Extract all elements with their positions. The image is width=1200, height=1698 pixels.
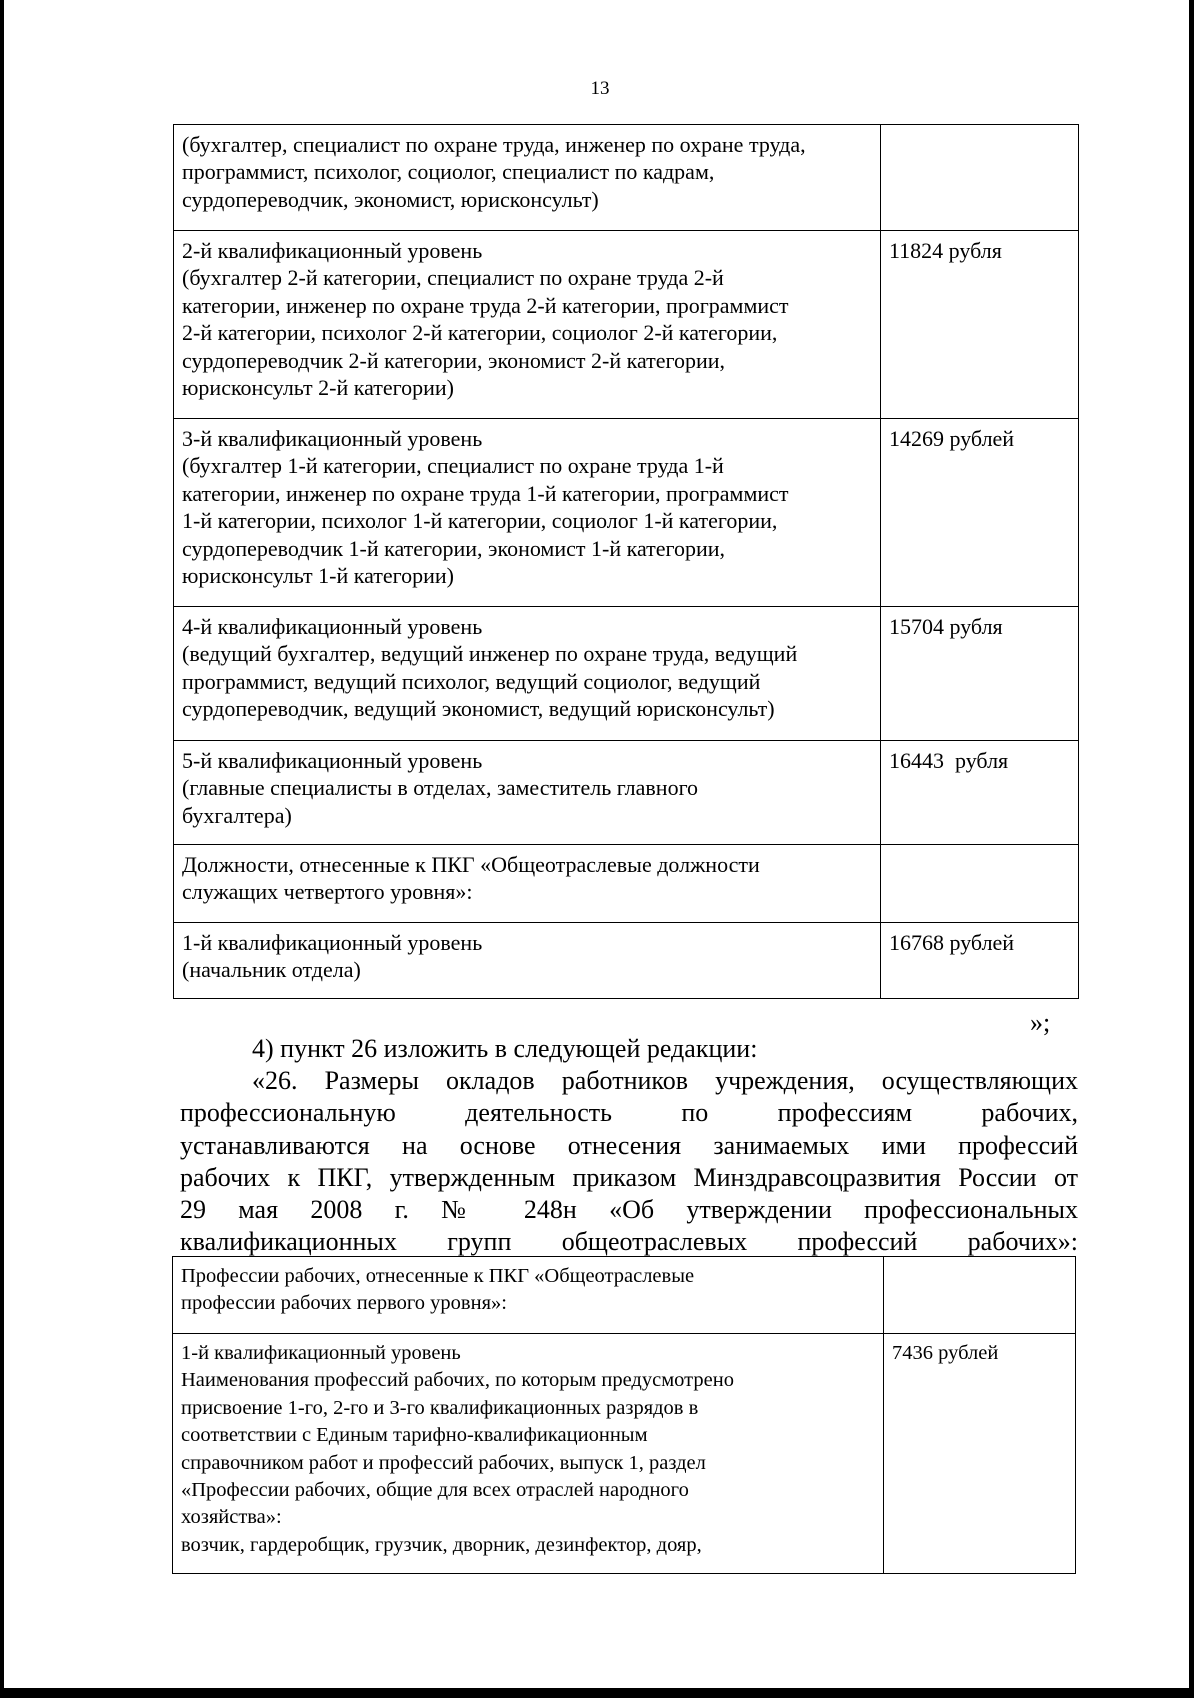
text-line: категории, инженер по охране труда 1-й категории, программист — [182, 480, 789, 506]
text-line: 3-й квалификационный уровень — [182, 426, 483, 451]
text-line: возчик, гардеробщик, грузчик, дворник, дезинфектор, дояр, — [181, 1533, 702, 1556]
salary-table-workers — [172, 1256, 1076, 1574]
salary-cell: 15704 рубля — [881, 607, 1079, 741]
text-line: сурдопереводчик 2-й категории, экономист 2-й категории, — [182, 347, 726, 373]
text-line: 1-й категории, психолог 1-й категории, социолог 1-й категории, — [182, 508, 778, 534]
page-number: 13 — [590, 78, 610, 99]
text-line: Наименования профессий рабочих, по которым предусмотрено — [181, 1369, 734, 1392]
text-line: бухгалтера) — [182, 802, 292, 828]
text-line: программист, ведущий психолог, ведущий социолог, ведущий — [182, 668, 761, 694]
salary-cell: 11824 рубля — [881, 231, 1079, 419]
text-line: юрисконсульт 2-й категории) — [182, 375, 454, 401]
table-row — [173, 1257, 1076, 1334]
table-row — [174, 231, 1079, 419]
profession-description — [173, 1334, 884, 1574]
salary-cell: 16768 рублей — [881, 923, 1079, 999]
text-line: (бухгалтер 1-й категории, специалист по охране труда 1-й — [182, 453, 724, 479]
text-line: хозяйства»: — [181, 1506, 282, 1529]
profession-group-header — [173, 1257, 884, 1334]
text-line: профессии рабочих первого уровня»: — [181, 1292, 507, 1315]
text-line: служащих четвертого уровня»: — [182, 879, 473, 905]
text-line: юрисконсульт 1-й категории) — [182, 563, 454, 589]
item-4-text — [180, 1033, 1078, 1258]
table-row — [174, 125, 1079, 231]
table-row — [174, 923, 1079, 999]
text-line: устанавливаются на основе отнесения занимаемых ими профессий — [180, 1130, 1078, 1160]
scan-border-right — [1189, 0, 1194, 1698]
position-description — [174, 125, 881, 231]
salary-cell: 7436 рублей — [884, 1334, 1076, 1574]
position-description — [174, 419, 881, 607]
text-line: (бухгалтер, специалист по охране труда, инженер по охране труда, — [182, 132, 806, 157]
position-group-header — [174, 845, 881, 923]
table-row — [174, 845, 1079, 923]
position-description — [174, 923, 881, 999]
scan-border-left — [0, 0, 4, 1698]
text-line: Должности, отнесенные к ПКГ «Общеотраслевые должности — [182, 852, 760, 877]
salary-cell: 14269 рублей — [881, 419, 1079, 607]
text-line: 4-й квалификационный уровень — [182, 614, 483, 639]
text-line: справочником работ и профессий рабочих, выпуск 1, раздел — [181, 1451, 706, 1474]
position-description — [174, 231, 881, 419]
text-line: (начальник отдела) — [182, 957, 361, 983]
text-line: 2-й квалификационный уровень — [182, 238, 483, 263]
salary-cell — [881, 845, 1079, 923]
text-line: 5-й квалификационный уровень — [182, 748, 483, 773]
scan-border-bottom — [0, 1688, 1194, 1698]
position-description — [174, 607, 881, 741]
salary-cell — [884, 1257, 1076, 1334]
table-row — [174, 419, 1079, 607]
text-line: 2-й категории, психолог 2-й категории, социолог 2-й категории, — [182, 320, 778, 346]
text-line: соответствии с Единым тарифно-квалификационным — [181, 1424, 648, 1447]
text-line: рабочих к ПКГ, утвержденным приказом Минздравсоцразвития России от — [180, 1162, 1078, 1192]
text-line: (главные специалисты в отделах, заместитель главного — [182, 775, 699, 801]
text-line: «Профессии рабочих, общие для всех отраслей народного — [181, 1479, 689, 1502]
text-line: «26. Размеры окладов работников учреждения, осуществляющих — [252, 1066, 1078, 1096]
position-description — [174, 741, 881, 845]
text-line: 29 мая 2008 г. № 248н «Об утверждении профессиональных — [180, 1195, 1078, 1225]
text-line: сурдопереводчик, ведущий экономист, ведущий юрисконсульт) — [182, 696, 775, 722]
salary-cell: 16443 рубля — [881, 741, 1079, 845]
text-line: 1-й квалификационный уровень — [181, 1342, 461, 1364]
text-line: присвоение 1-го, 2-го и 3-го квалификационных разрядов в — [181, 1396, 699, 1419]
text-line: сурдопереводчик, экономист, юрисконсульт) — [182, 186, 599, 212]
text-line: (бухгалтер 2-й категории, специалист по охране труда 2-й — [182, 265, 724, 291]
text-line: Профессии рабочих, отнесенные к ПКГ «Общеотраслевые — [181, 1265, 695, 1287]
salary-table-positions — [173, 124, 1079, 999]
table-row — [174, 607, 1079, 741]
salary-cell — [881, 125, 1079, 231]
item-4-heading: 4) пункт 26 изложить в следующей редакции: — [252, 1034, 758, 1063]
text-line: (ведущий бухгалтер, ведущий инженер по охране труда, ведущий — [182, 641, 798, 667]
table-row — [173, 1334, 1076, 1574]
text-line: 1-й квалификационный уровень — [182, 930, 483, 955]
table-row — [174, 741, 1079, 845]
closing-quote: »; — [1030, 1008, 1051, 1037]
text-line: категории, инженер по охране труда 2-й категории, программист — [182, 292, 789, 318]
text-line: профессиональную деятельность по профессиям рабочих, — [180, 1098, 1078, 1128]
text-line: сурдопереводчик 1-й категории, экономист 1-й категории, — [182, 535, 726, 561]
text-line: программист, психолог, социолог, специалист по кадрам, — [182, 159, 715, 185]
text-line: квалификационных групп общеотраслевых профессий рабочих»: — [180, 1227, 1078, 1257]
